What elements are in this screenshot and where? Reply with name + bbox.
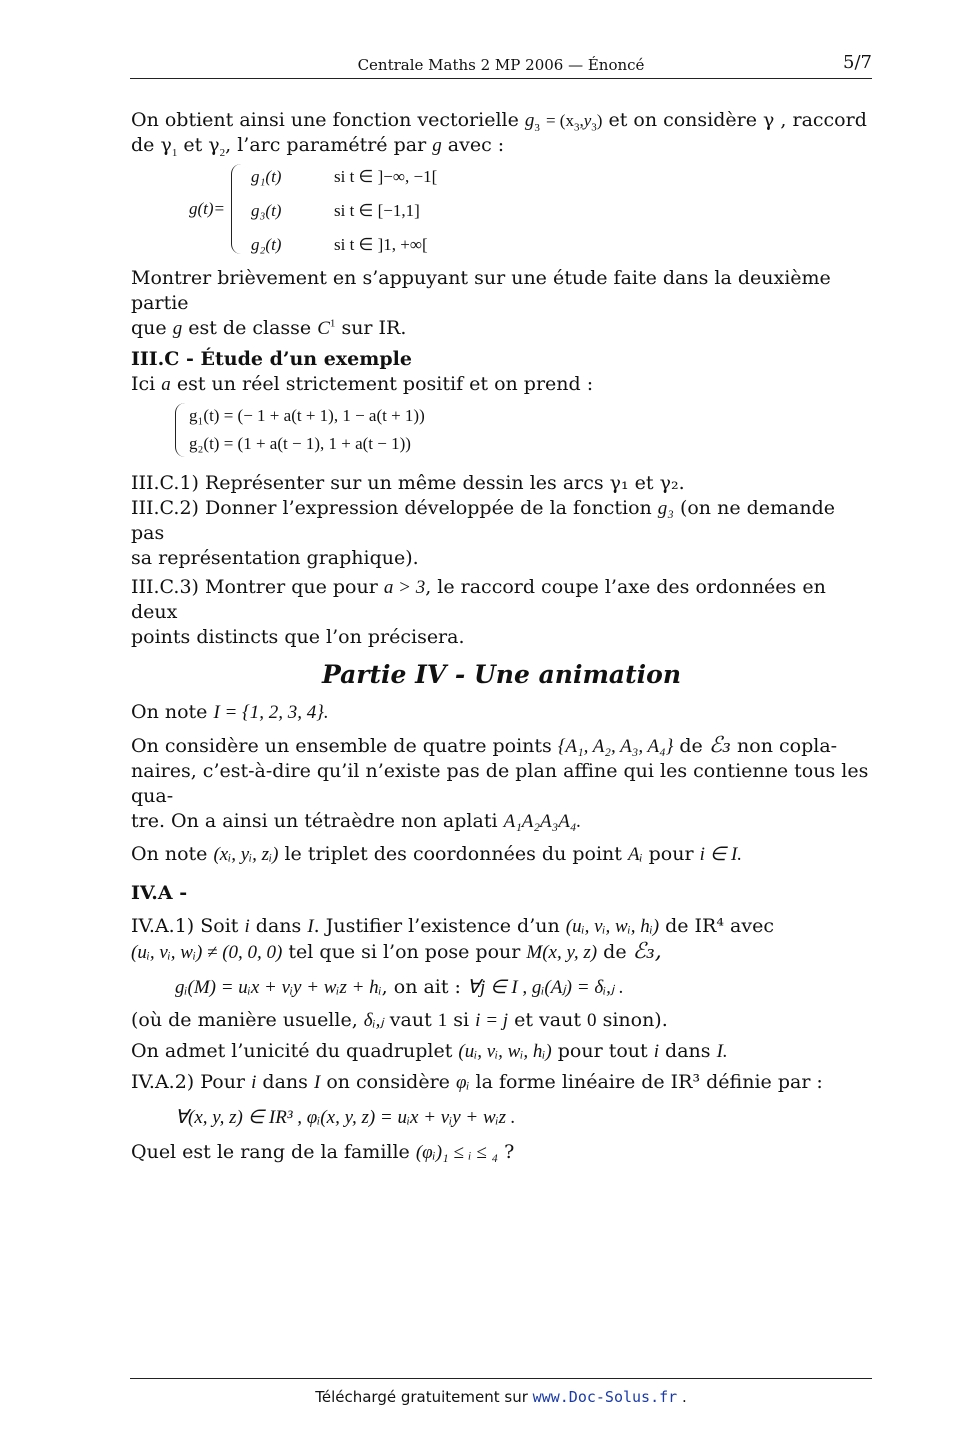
question-iiic2: III.C.2) Donner l’expression développée de la fonction g₃ (on ne demande pas sa représentation graphique). (131, 497, 835, 569)
page-header (130, 52, 872, 79)
question-iiic3: III.C.3) Montrer que pour a > 3, le raccord coupe l’axe des ordonnées en deux points distincts que l’on précisera. (131, 576, 826, 648)
section-heading-iva: IV.A - (131, 882, 188, 904)
question-iva2: IV.A.2) Pour i dans I on considère φᵢ la forme linéaire de IR³ définie par : (131, 1071, 823, 1093)
doc-solus-link[interactable]: www.Doc-Solus.fr (532, 1388, 678, 1406)
paragraph-coordinates: On note (xᵢ, yᵢ, zᵢ) le triplet des coordonnées du point Aᵢ pour i ∈ I. (131, 843, 743, 865)
paragraph-uniqueness: On admet l’unicité du quadruplet (uᵢ, vᵢ, wᵢ, hᵢ) pour tout i dans I. (131, 1040, 728, 1062)
paragraph-tetrahedron: On considère un ensemble de quatre points {A₁, A₂, A₃, A₄} de ℰ₃ non copla- naires, c’est-à-dire qu’il n’existe pas de plan affine qui les contienne tous les qua- tre. On a ainsi un tétraèdre non aplati A₁A₂A₃A₄. (131, 733, 869, 832)
page-number: 5/7 (843, 52, 872, 73)
section-heading-iiic: III.C - Étude d’un exemple (131, 348, 412, 370)
part-iv-title: Partie IV - Une animation (321, 660, 682, 689)
script-e-symbol: ℰ₃ (708, 733, 731, 758)
document-body (131, 108, 872, 1165)
page-footer: Téléchargé gratuitement sur www.Doc-Solus.fr . (130, 1378, 872, 1406)
question-iva1: IV.A.1) Soit i dans I. Justifier l’existence d’un (uᵢ, vᵢ, wᵢ, hᵢ) de IR⁴ avec (uᵢ, vᵢ, wᵢ) ≠ (0, 0, 0) tel que si l’on pose pour M(x, y, z) de ℰ₃, (131, 915, 774, 964)
question-iiic1: III.C.1) Représenter sur un même dessin les arcs γ₁ et γ₂. (131, 472, 685, 494)
question-rank: Quel est le rang de la famille (φᵢ)₁ ≤ ᵢ ≤ ₄ ? (131, 1141, 515, 1163)
formula-phi: ∀(x, y, z) ∈ IR³ , φᵢ(x, y, z) = uᵢx + vᵢy + wᵢz . (175, 1107, 516, 1128)
script-e-symbol: ℰ₃, (632, 939, 662, 964)
paragraph-example: Ici a est un réel strictement positif et on prend : (131, 373, 594, 395)
paragraph-intro: On obtient ainsi une fonction vectorielle $g_3 = (x_3,y_3)$ et on considère γ , raccord de $\gamma_1$ et $\gamma_2$, l’arc paramétré par g avec : (131, 109, 867, 159)
paragraph-set-i: On note I = {1, 2, 3, 4}. (131, 701, 329, 723)
formula-gi: gᵢ(M) = uᵢx + vᵢy + wᵢz + hᵢ, on ait : ∀j ∈ I , gᵢ(Aⱼ) = δᵢ,ⱼ . (175, 976, 624, 998)
brace (175, 403, 186, 457)
paragraph-kronecker: (où de manière usuelle, δᵢ,ⱼ vaut 1 si i = j et vaut 0 sinon). (131, 1009, 668, 1031)
brace (231, 164, 244, 254)
paragraph-classe-c1: Montrer brièvement en s’appuyant sur une étude faite dans la deuxième partie que g est de classe $C^1$ sur IR. (131, 267, 831, 339)
example-arcs-definition: g₁(t) = (− 1 + a(t + 1), 1 − a(t + 1)) g₂(t) = (1 + a(t − 1), 1 + a(t − 1)) (131, 401, 872, 461)
piecewise-definition-g: g(t)= g₁(t) si t ∈ ]−∞, −1[ g₃(t) si t ∈ [−1,1] g₂(t) si t ∈ ]1, +∞[ (131, 162, 872, 258)
header-title: Centrale Maths 2 MP 2006 — Énoncé (357, 56, 645, 74)
